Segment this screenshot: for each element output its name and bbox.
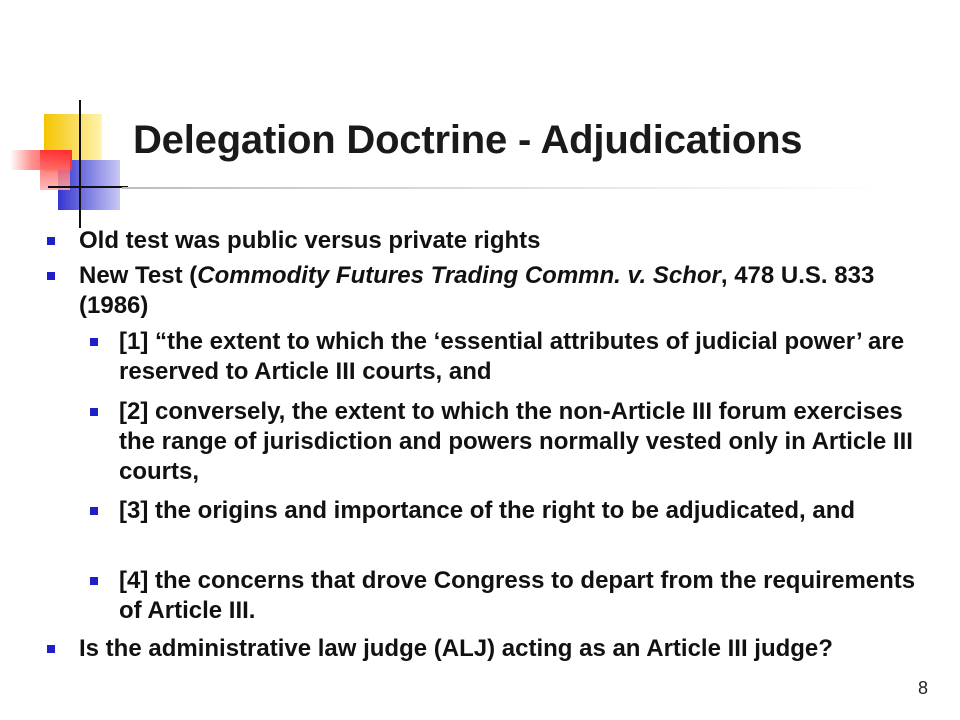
bullet-square-icon [90,408,98,416]
sub-bullet-item [119,327,919,387]
sub-bullet-item [119,496,919,526]
bullet-square-icon [90,338,98,346]
bullet-square-icon [47,645,55,653]
bullet-text-suffix: , 478 U.S. 833 (1986) [79,262,875,319]
bullet-item [79,261,939,321]
bullet-text: Old test was public versus private rights [79,227,541,254]
sub-bullet-item [119,566,919,626]
bullet-square-icon [90,507,98,515]
bullet-text-prefix: New Test ( [79,262,198,289]
bullet-square-icon [47,272,55,280]
bullet-item [79,226,939,256]
case-name-italic: Commodity Futures Trading Commn. v. Schor [197,262,721,289]
bullet-text: Is the administrative law judge (ALJ) acting as an Article III judge? [79,635,833,662]
bullet-text: [3] the origins and importance of the right to be adjudicated, and [119,497,856,524]
bullet-text: [4] the concerns that drove Congress to depart from the requirements of Article III. [119,567,916,624]
slide-title: Delegation Doctrine - Adjudications [133,118,803,162]
bullet-item [79,634,939,664]
bullet-text: [2] conversely, the extent to which the non-Article III forum exercises the range of jurisdiction and powers normally vested only in Article III courts, [119,398,913,485]
sub-bullet-item [119,397,919,487]
bullet-square-icon [90,577,98,585]
bullet-square-icon [47,237,55,245]
page-number: 8 [917,678,928,698]
bullet-text: [1] “the extent to which the ‘essential attributes of judicial power’ are reserved to Article III courts, and [119,328,905,385]
